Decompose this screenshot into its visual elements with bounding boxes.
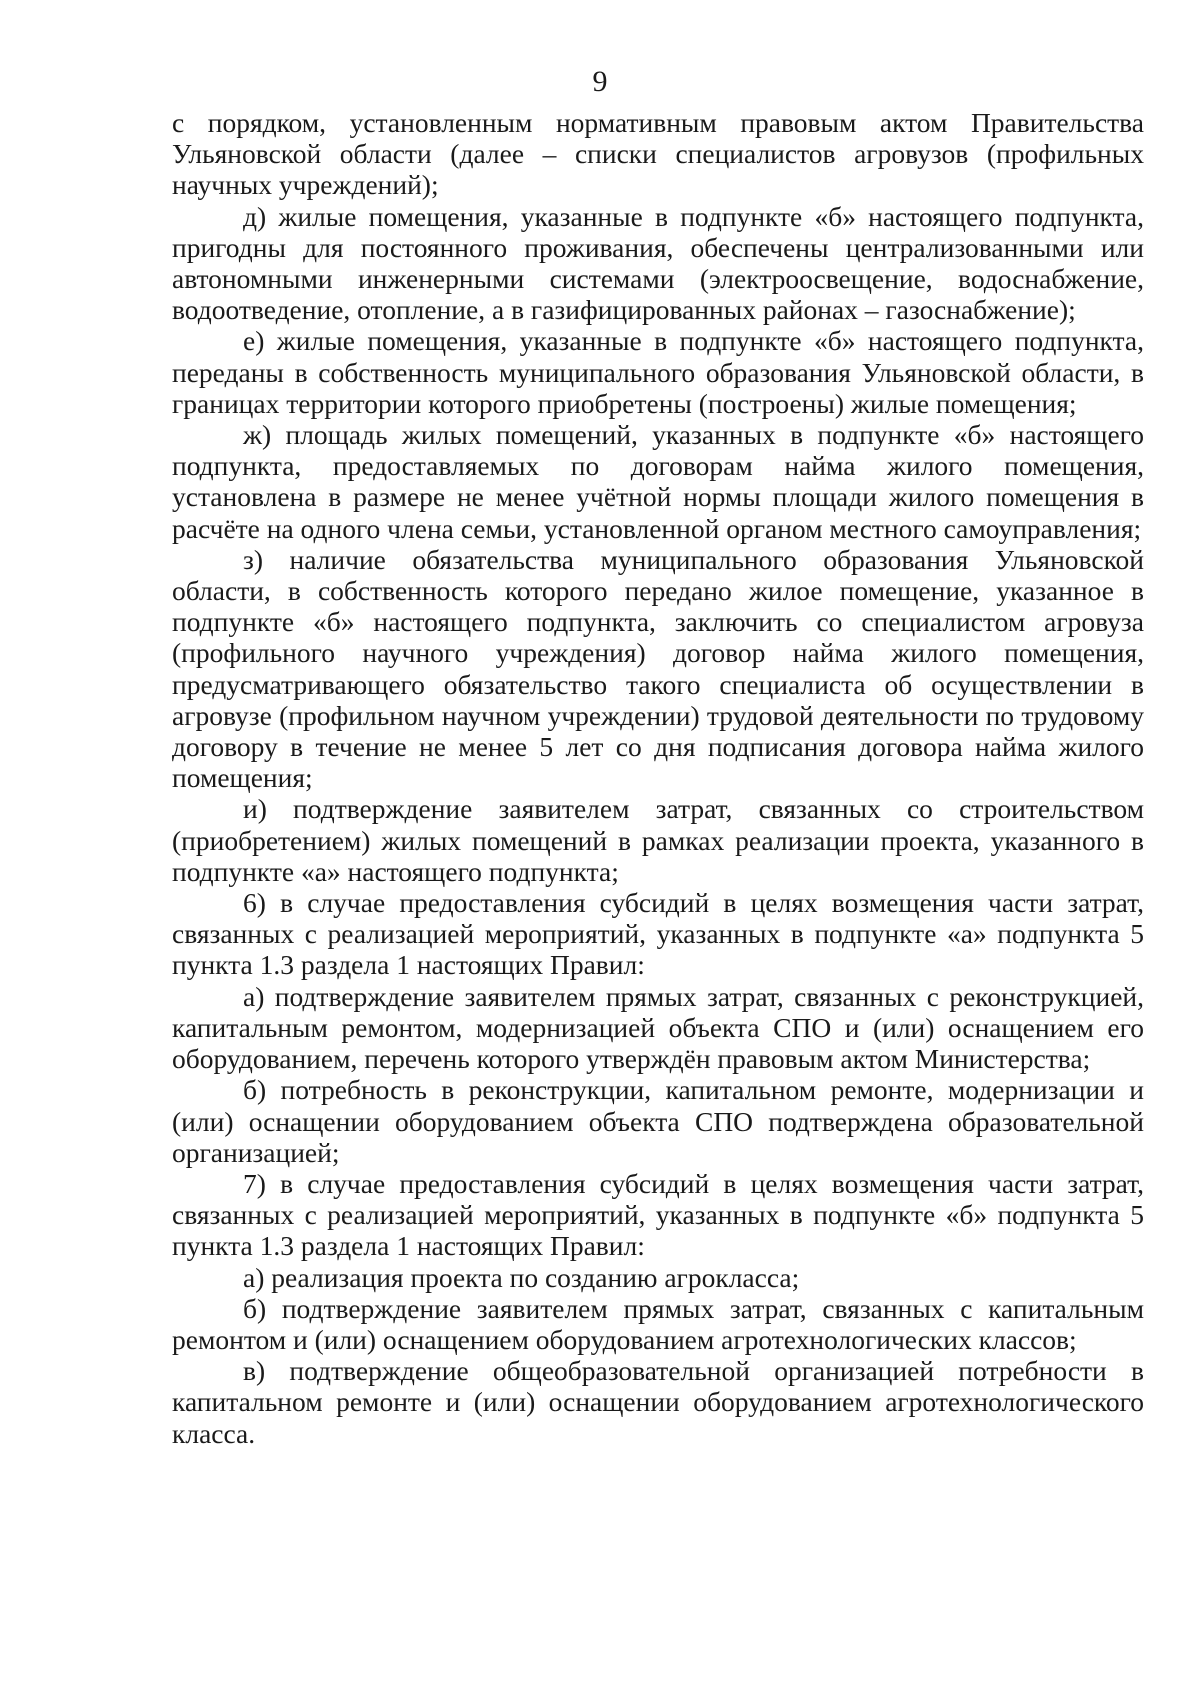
paragraph-point-6: 6) в случае предоставления субсидий в целях возмещения части затрат, связанных с реализацией мероприятий, указанных в подпункте «а» подпункта 5 пункта 1.3 раздела 1 настоящих Правил: — [172, 887, 1144, 981]
paragraph-6-item-a: а) подтверждение заявителем прямых затрат, связанных с реконструкцией, капитальным ремонтом, модернизацией объекта СПО и (или) оснащением его оборудованием, перечень которого утверждён правовым актом Министерства; — [172, 980, 1144, 1075]
document-body — [172, 107, 1144, 1449]
paragraph-item-i: и) подтверждение заявителем затрат, связанных со строительством (приобретением) жилых помещений в рамках реализации проекта, указанного в подпункте «а» настоящего подпункта; — [172, 793, 1144, 887]
paragraph-continuation: с порядком, установленным нормативным правовым актом Правительства Ульяновской области (далее – списки специалистов агровузов (профильных научных учреждений); — [172, 107, 1144, 201]
paragraph-item-e: е) жилые помещения, указанные в подпункте «б» настоящего подпункта, переданы в собственность муниципального образования Ульяновской области, в границах территории которого приобретены (построены) жилые помещения; — [172, 325, 1144, 419]
paragraph-7-item-b: б) подтверждение заявителем прямых затрат, связанных с капитальным ремонтом и (или) оснащением оборудованием агротехнологических классов; — [172, 1292, 1144, 1355]
page-number: 9 — [592, 65, 608, 98]
paragraph-7-item-a: а) реализация проекта по созданию агрокласса; — [243, 1261, 800, 1293]
paragraph-point-7: 7) в случае предоставления субсидий в целях возмещения части затрат, связанных с реализацией мероприятий, указанных в подпункте «б» подпункта 5 пункта 1.3 раздела 1 настоящих Правил: — [172, 1167, 1144, 1262]
paragraph-7-item-v: в) подтверждение общеобразовательной организацией потребности в капитальном ремонте и (или) оснащении оборудованием агротехнологического класса. — [172, 1355, 1144, 1449]
paragraph-item-d: д) жилые помещения, указанные в подпункте «б» настоящего подпункта, пригодны для постоянного проживания, обеспечены централизованными или автономными инженерными системами (электроосвещение, водоснабжение, водоотведение, отопление, а в газифицированных районах – газоснабжение); — [172, 200, 1144, 326]
paragraph-item-z: з) наличие обязательства муниципального образования Ульяновской области, в собственность которого передано жилое помещение, указанное в подпункте «б» настоящего подпункта, заключить со специалистом агровуза (профильного научного учреждения) договор найма жилого помещения, предусматривающего обязательство такого специалиста об осуществлении в агровузе (профильном научном учреждении) трудовой деятельности по трудовому договору в течение не менее 5 лет со дня подписания договора найма жилого помещения; — [172, 543, 1144, 794]
paragraph-6-item-b: б) потребность в реконструкции, капитальном ремонте, модернизации и (или) оснащении оборудованием объекта СПО подтверждена образовательной организацией; — [172, 1074, 1144, 1168]
paragraph-item-zh: ж) площадь жилых помещений, указанных в подпункте «б» настоящего подпункта, предоставляемых по договорам найма жилого помещения, установлена в размере не менее учётной нормы площади жилого помещения в расчёте на одного члена семьи, установленной органом местного самоуправления; — [172, 419, 1144, 544]
